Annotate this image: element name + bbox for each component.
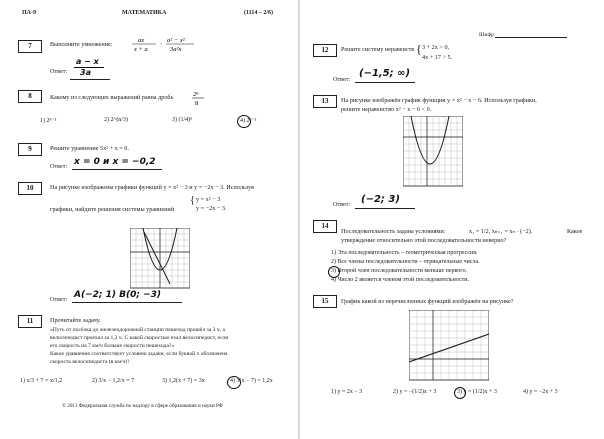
q7-frac1-den: x + a — [134, 46, 148, 53]
q11-text-line5: скорость велосипедиста (в км/ч)? — [50, 359, 130, 365]
question-number-14: 14 — [313, 220, 337, 233]
question-number-11: 11 — [18, 315, 42, 328]
q8-fraction — [190, 88, 210, 108]
q8-option-4[interactable]: 4) 2ⁿ⁻³ — [240, 118, 257, 124]
header-code: ПА-9 — [22, 10, 36, 16]
q7-answer-label: Ответ: — [50, 68, 68, 75]
left-page — [12, 6, 294, 430]
q11-text-line1: «Путь от посёлка до железнодорожной станции пешеход прошёл за 3 ч, а — [50, 327, 225, 333]
q9-answer-label: Ответ: — [50, 163, 68, 170]
q7-answer-den: 3a — [80, 68, 91, 77]
question-number-7: 7 — [18, 40, 42, 53]
q7-answer-num: a − x — [76, 57, 99, 66]
right-page — [305, 6, 595, 430]
q8-fraction-den: 8 — [195, 100, 199, 107]
q10-prompt-line2: графики, найдите решения системы уравнений — [50, 206, 175, 213]
q11-option-2[interactable]: 2) 3/x − 1,2/x = 7 — [92, 378, 135, 384]
q10-answer-label: Ответ: — [50, 296, 68, 303]
q10-brace: { — [190, 195, 195, 206]
q14-prompt-line1: Последовательность задана условиями: — [341, 228, 446, 235]
q9-answer: x = 0 и x = −0,2 — [74, 157, 156, 167]
q10-system-line2: y = −2x − 3. — [196, 205, 227, 212]
q13-prompt-line1: На рисунке изображён график функции y = x² − x − 6. Используя графики, — [341, 97, 537, 104]
q15-option-4[interactable]: 4) y = −2x + 3 — [523, 389, 558, 395]
q10-graph — [130, 228, 190, 290]
page-fold — [298, 0, 300, 439]
q11-selected-circle — [227, 376, 241, 389]
q7-expression — [130, 34, 210, 56]
q14-formula: x₁ = 1/2, xₙ₊₁ = xₙ · (−2). — [469, 228, 533, 235]
footer-copyright: © 2011 Федеральная служба по надзору в сфере образования и науки РФ — [62, 403, 223, 409]
q7-dot: · — [160, 40, 163, 48]
q13-answer-field[interactable] — [355, 194, 415, 209]
q13-prompt-line2: решите неравенство x² − x − 6 < 0. — [341, 106, 432, 113]
q8-selected-circle — [237, 115, 251, 128]
q15-option-2[interactable]: 2) y = −(1/2)x + 3 — [393, 389, 437, 395]
q14-selected-circle — [328, 266, 340, 278]
q11-text-line2: велосипедист проехал за 1,2 ч. С какой скоростью ехал велосипедист, если — [50, 335, 229, 341]
header-variant: (1114 – 2/6) — [244, 10, 274, 16]
cipher-label: Шифр — [479, 32, 494, 38]
question-number-12: 12 — [313, 44, 337, 57]
q12-system-line1: 3 + 2x > 0, — [422, 44, 450, 51]
q14-prompt-line2: утверждение относительно этой последовательности неверно? — [341, 237, 507, 244]
q8-fraction-num: 2ⁿ — [193, 91, 199, 98]
q15-selected-circle — [454, 387, 466, 399]
q11-text-line3: его скорость на 7 км/ч больше скорости пешехода?» — [50, 343, 175, 349]
q7-answer-field[interactable] — [70, 57, 110, 80]
q12-prompt: Решите систему неравенств — [341, 46, 415, 53]
q11-text-line4: Какое уравнение соответствует условию задачи, если буквой x обозначена — [50, 351, 228, 357]
question-number-8: 8 — [18, 90, 42, 103]
q13-answer: (−2; 3) — [361, 194, 400, 205]
q14-option-3[interactable]: 3) Второй член последовательности меньше первого. — [331, 268, 468, 274]
q10-prompt-line1: На рисунке изображены графики функций y = x² − 3 и y = −2x − 3. Используя — [50, 184, 254, 191]
q7-frac2-num: a² − x² — [167, 37, 185, 44]
q7-frac2-den: 3a²x — [170, 46, 182, 53]
q12-brace: { — [416, 42, 422, 56]
q15-option-1[interactable]: 1) y = 2x − 3 — [331, 389, 363, 395]
q12-answer-label: Ответ: — [333, 76, 351, 83]
q9-prompt: Решите уравнение 5x² + x = 0. — [50, 145, 129, 152]
q12-answer: (−1,5; ∞) — [359, 68, 411, 79]
q8-option-1[interactable]: 1) 2ⁿ⁻³ — [40, 118, 57, 124]
q15-option-3[interactable]: 3) y = (1/2)x + 3 — [457, 389, 497, 395]
q10-answer: A(−2; 1) B(0; −3) — [74, 290, 162, 300]
q12-answer-field[interactable] — [355, 68, 415, 83]
cipher-field[interactable] — [495, 37, 567, 38]
question-number-15: 15 — [313, 295, 337, 308]
q8-option-2[interactable]: 2) 2^(n/3) — [104, 117, 128, 123]
question-number-13: 13 — [313, 95, 337, 108]
q15-prompt: График какой из перечисленных функций изображён на рисунке? — [341, 298, 514, 305]
q11-option-1[interactable]: 1) x/3 + 7 = x/1,2 — [20, 378, 63, 384]
q9-answer-field[interactable] — [72, 157, 162, 170]
q7-prompt: Выполните умножение: — [50, 41, 113, 48]
question-number-9: 9 — [18, 143, 42, 156]
header-subject: МАТЕМАТИКА — [122, 10, 167, 16]
q10-answer-field[interactable] — [72, 290, 182, 303]
q10-system-line1: y = x² − 3 — [196, 196, 221, 203]
q11-option-4[interactable]: 4) 3(x − 7) = 1,2x — [230, 378, 273, 384]
question-number-10: 10 — [18, 182, 42, 195]
q7-frac1-num: ax — [138, 37, 145, 44]
q11-title: Прочитайте задачу. — [50, 317, 101, 324]
q14-option-1[interactable]: 1) Эта последовательность – геометрическая прогрессия. — [331, 250, 478, 256]
q13-answer-label: Ответ: — [333, 201, 351, 208]
q8-prompt: Какому из следующих выражений равна дробь — [50, 94, 174, 101]
q8-option-3[interactable]: 3) (1/4)ⁿ — [172, 117, 193, 123]
q15-graph — [409, 310, 489, 382]
q14-option-2[interactable]: 2) Все члены последовательности – отрицательные числа. — [331, 259, 480, 265]
q14-option-4[interactable]: 4) Число 2 является членом этой последовательности. — [331, 277, 469, 283]
q12-system-line2: 4x + 17 > 5. — [422, 54, 453, 61]
q13-graph — [403, 116, 463, 188]
q11-option-3[interactable]: 3) 1,2(x + 7) = 3x — [162, 378, 205, 384]
q14-prompt-word: Какое — [567, 228, 583, 235]
